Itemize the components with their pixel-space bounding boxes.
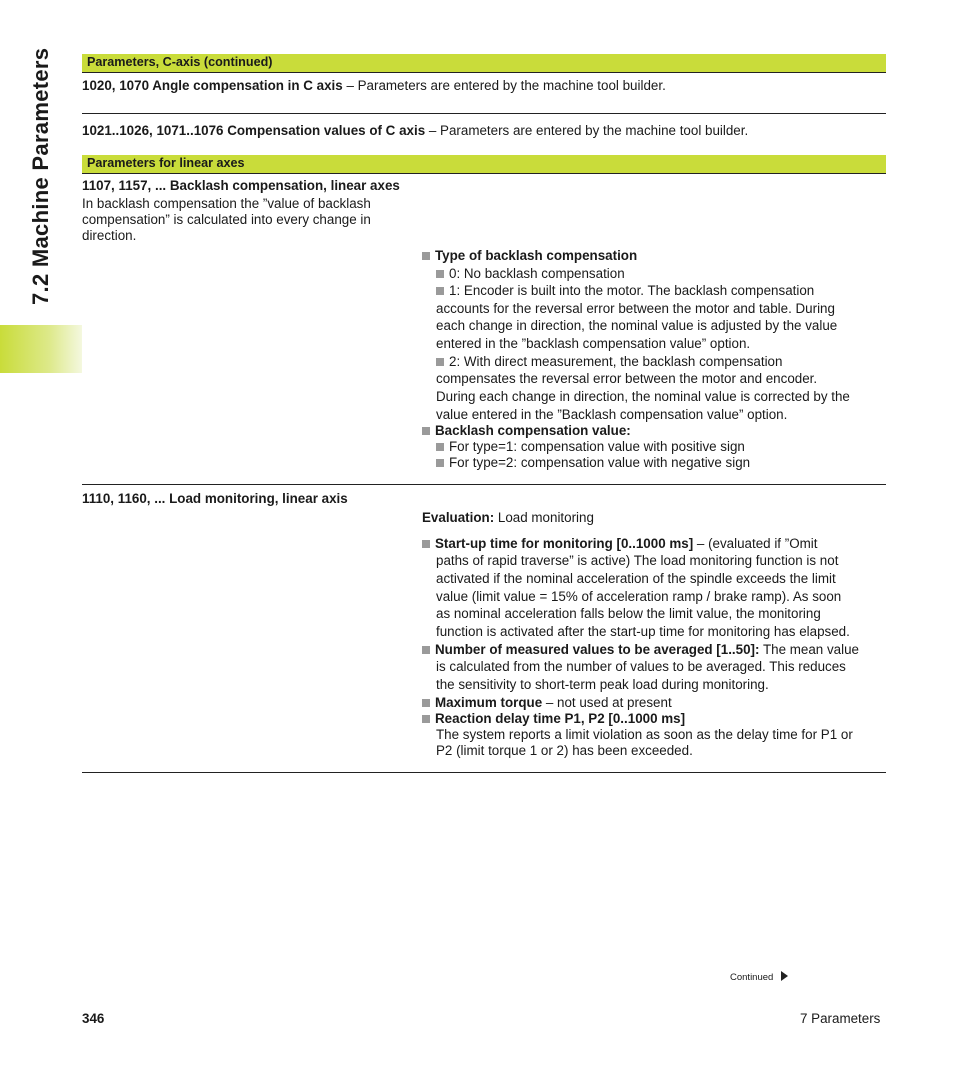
backlash-option-2: 2: With direct measurement, the backlash compensation bbox=[436, 354, 782, 369]
backlash-type-label: Type of backlash compensation bbox=[422, 248, 637, 263]
page-number: 346 bbox=[82, 1011, 105, 1026]
param-1107-title: 1107, 1157, ... Backlash compensation, linear axes bbox=[82, 178, 400, 193]
bullet-icon bbox=[436, 459, 444, 467]
startup-time-text: activated if the nominal acceleration of the spindle exceeds the limit bbox=[436, 571, 836, 586]
footer-chapter: 7 Parameters bbox=[800, 1011, 881, 1026]
bullet-icon bbox=[422, 427, 430, 435]
reaction-delay-text: The system reports a limit violation as soon as the delay time for P1 or bbox=[436, 727, 853, 742]
backlash-option-2-text: value entered in the ”Backlash compensation value” option. bbox=[436, 407, 788, 422]
bullet-icon bbox=[436, 358, 444, 366]
continued-note: Continued bbox=[730, 971, 788, 983]
startup-time-text: paths of rapid traverse” is active) The load monitoring function is not bbox=[436, 553, 839, 568]
averaged-values-text: the sensitivity to short-term peak load during monitoring. bbox=[436, 677, 769, 692]
chapter-tab-marker bbox=[0, 325, 82, 373]
backlash-option-1-text: entered in the ”backlash compensation value” option. bbox=[436, 336, 751, 351]
averaged-values-item: Number of measured values to be averaged [1..50]: The mean value bbox=[422, 642, 859, 657]
param-1021-title: 1021..1026, 1071..1076 Compensation values of C axis bbox=[82, 123, 426, 138]
bullet-icon bbox=[422, 646, 430, 654]
averaged-values-text: is calculated from the number of values to be averaged. This reduces bbox=[436, 659, 846, 674]
backlash-option-0: 0: No backlash compensation bbox=[436, 266, 625, 281]
backlash-option-1-text: each change in direction, the nominal value is adjusted by the value bbox=[436, 318, 838, 333]
evaluation-line: Evaluation: Load monitoring bbox=[422, 510, 594, 525]
startup-time-text: value (limit value = 15% of acceleration ramp / brake ramp). As soon bbox=[436, 589, 842, 604]
divider bbox=[82, 484, 886, 485]
backlash-value-1: For type=1: compensation value with positive sign bbox=[436, 439, 745, 454]
startup-time-text: as nominal acceleration falls below the limit value, the monitoring bbox=[436, 606, 821, 621]
backlash-option-1: 1: Encoder is built into the motor. The backlash compensation bbox=[436, 283, 814, 298]
divider bbox=[82, 113, 886, 114]
bullet-icon bbox=[436, 287, 444, 295]
reaction-delay-text: P2 (limit torque 1 or 2) has been exceeded. bbox=[436, 743, 693, 758]
param-1020-text: – Parameters are entered by the machine tool builder. bbox=[342, 78, 666, 93]
arrow-right-icon bbox=[781, 971, 788, 981]
bullet-icon bbox=[422, 540, 430, 548]
divider bbox=[82, 772, 886, 773]
param-1107-desc: direction. bbox=[82, 228, 137, 243]
param-1020 bbox=[82, 78, 666, 93]
startup-time-text: function is activated after the start-up time for monitoring has elapsed. bbox=[436, 624, 850, 639]
backlash-value-label: Backlash compensation value: bbox=[422, 423, 631, 438]
backlash-option-1-text: accounts for the reversal error between the motor and table. During bbox=[436, 301, 835, 316]
backlash-option-2-text: compensates the reversal error between the motor and encoder. bbox=[436, 371, 818, 386]
bullet-icon bbox=[436, 270, 444, 278]
param-1021-text: – Parameters are entered by the machine tool builder. bbox=[425, 123, 749, 138]
param-1107-desc: compensation” is calculated into every change in bbox=[82, 212, 371, 227]
backlash-option-2-text: During each change in direction, the nominal value is corrected by the bbox=[436, 389, 850, 404]
chapter-tab-title: 7.2 Machine Parameters bbox=[28, 47, 53, 305]
bullet-icon bbox=[422, 715, 430, 723]
param-1020-title: 1020, 1070 Angle compensation in C axis bbox=[82, 78, 343, 93]
max-torque-item: Maximum torque – not used at present bbox=[422, 695, 672, 710]
backlash-value-2: For type=2: compensation value with negative sign bbox=[436, 455, 750, 470]
bullet-icon bbox=[422, 252, 430, 260]
param-1110-title: 1110, 1160, ... Load monitoring, linear axis bbox=[82, 491, 348, 506]
section-header-label: Parameters, C-axis (continued) bbox=[87, 55, 273, 69]
section-header-linear-axes bbox=[82, 155, 886, 174]
section-header-c-axis bbox=[82, 54, 886, 73]
startup-time-item: Start-up time for monitoring [0..1000 ms] – (evaluated if ”Omit bbox=[422, 536, 817, 551]
param-1021 bbox=[82, 123, 748, 138]
bullet-icon bbox=[422, 699, 430, 707]
section-header-label: Parameters for linear axes bbox=[87, 156, 245, 170]
param-1107-desc: In backlash compensation the ”value of backlash bbox=[82, 196, 371, 211]
reaction-delay-item: Reaction delay time P1, P2 [0..1000 ms] bbox=[422, 711, 685, 726]
bullet-icon bbox=[436, 443, 444, 451]
